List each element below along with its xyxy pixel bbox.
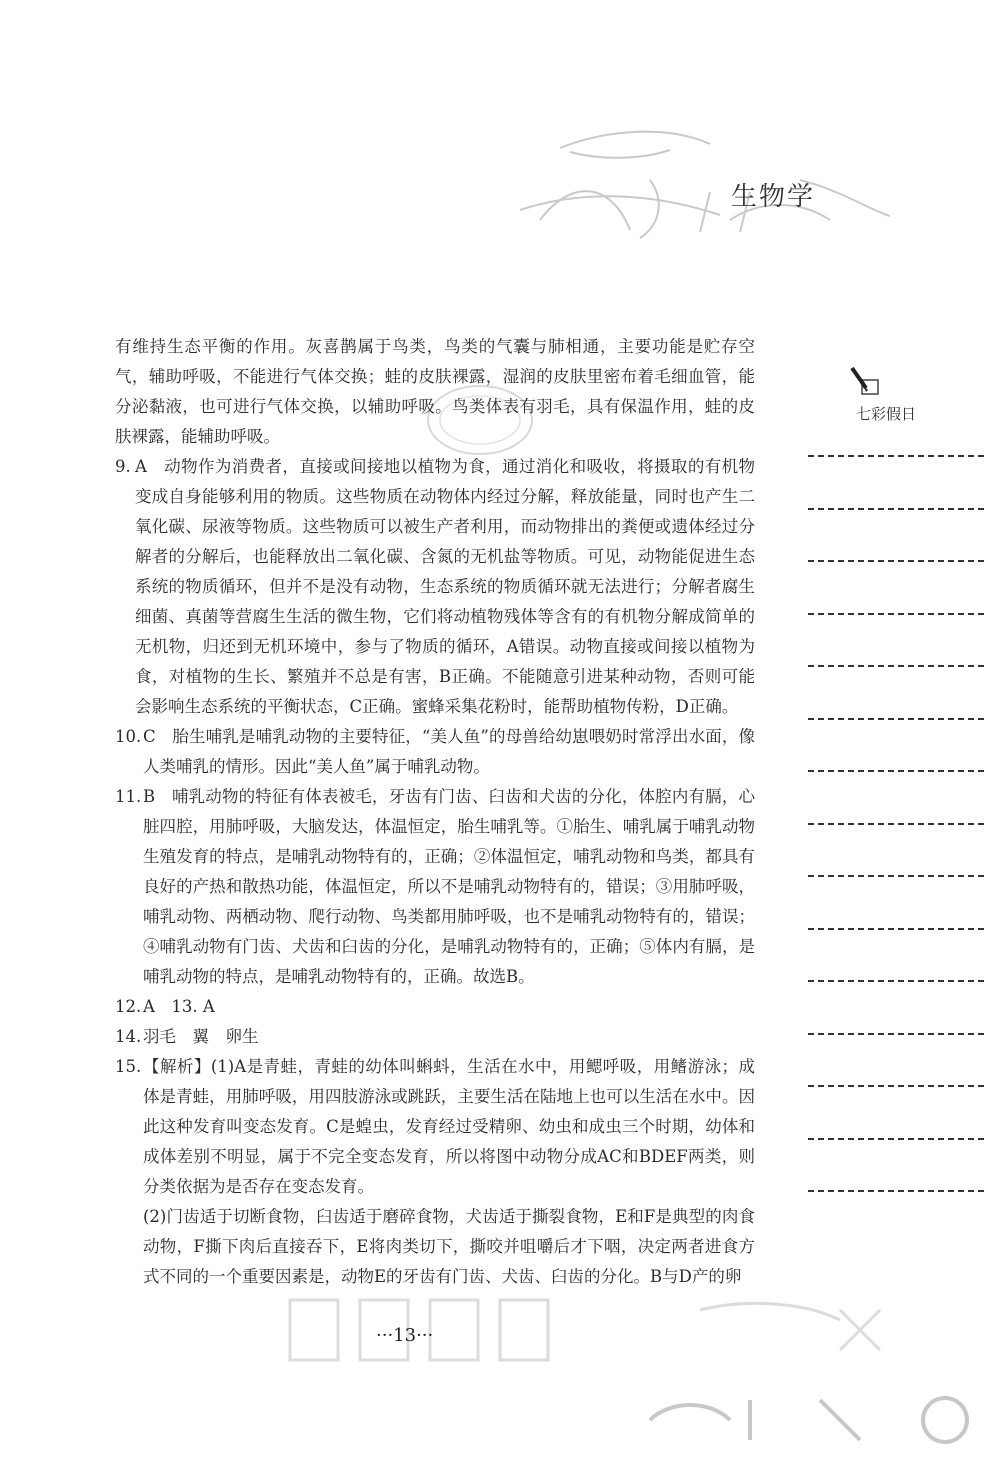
note-line [808, 718, 984, 771]
note-line [808, 875, 984, 928]
bottom-watermark [280, 1290, 980, 1460]
answer-item-12 [115, 992, 755, 1022]
subject-title: 生物学 [731, 182, 816, 212]
note-line [808, 1085, 984, 1138]
item-number: 9. [115, 457, 131, 476]
answer-15-part-2: (2)门齿适于切断食物，臼齿适于磨碎食物，犬齿适于撕裂食物，E和F是典型的肉食动物，F撕下肉后直接吞下，E将肉类切下，撕咬并咀嚼后才下咽，决定两者进食方式不同的一个重要因素是，动物E的牙齿有门齿、犬齿、臼齿的分化。B与D产的卵 [143, 1207, 755, 1286]
item-number: 12. [115, 997, 142, 1016]
note-line [808, 1190, 984, 1243]
answer-item-11 [115, 782, 755, 992]
note-line [808, 455, 984, 508]
sidebar-label: 七彩假日 [856, 405, 917, 423]
item-number: 15. [115, 1057, 142, 1076]
note-line [808, 613, 984, 666]
item-text: A 13. A [143, 997, 215, 1016]
item-text: C 胎生哺乳是哺乳动物的主要特征，“美人鱼”的母兽给幼崽喂奶时常浮出水面，像人类哺乳的情形。因此“美人鱼”属于哺乳动物。 [143, 727, 755, 776]
answer-item-10 [115, 722, 755, 782]
item-number: 14. [115, 1027, 142, 1046]
note-line [808, 1138, 984, 1191]
note-line [808, 980, 984, 1033]
answer-item-14 [115, 1022, 755, 1052]
item-text: 【解析】(1)A是青蛙，青蛙的幼体叫蝌蚪，生活在水中，用鳃呼吸，用鳍游泳；成体是青蛙，用肺呼吸，用四肢游泳或跳跃，主要生活在陆地上也可以生活在水中。因此这种发育叫变态发育。C是蝗虫，发育经过受精卵、幼虫和成虫三个时期，幼体和成体差别不明显，属于不完全变态发育，所以将图中动物分成AC和BDEF两类，则分类依据为是否存在变态发育。 [143, 1057, 755, 1196]
note-line [808, 770, 984, 823]
item-number: 10. [115, 727, 142, 746]
note-line [808, 665, 984, 718]
note-line [808, 1033, 984, 1086]
pen-icon [848, 364, 884, 400]
item-number: 11. [115, 787, 142, 806]
item-text: 羽毛 翼 卵生 [143, 1027, 259, 1046]
note-lines [808, 455, 984, 1243]
note-line [808, 560, 984, 613]
item-text: A 动物作为消费者，直接或间接地以植物为食，通过消化和吸收，将摄取的有机物变成自身能够利用的物质。这些物质在动物体内经过分解，释放能量，同时也产生二氧化碳、尿液等物质。这些物质可以被生产者利用，而动物排出的粪便或遗体经过分解者的分解后，也能释放出二氧化碳、含氮的无机盐等物质。可见，动物能促进生态系统的物质循环，但并不是没有动物，生态系统的物质循环就无法进行；分解者腐生细菌、真菌等营腐生生活的微生物，它们将动植物残体等含有的有机物分解成简单的无机物，归还到无机环境中，参与了物质的循环，A错误。动物直接或间接以植物为食，对植物的生长、繁殖并不总是有害，B正确。不能随意引进某种动物，否则可能会影响生态系统的平衡状态，C正确。蜜蜂采集花粉时，能帮助植物传粉，D正确。 [135, 457, 755, 716]
item-text: B 哺乳动物的特征有体表被毛，牙齿有门齿、臼齿和犬齿的分化，体腔内有膈，心脏四腔，用肺呼吸，大脑发达，体温恒定，胎生哺乳等。①胎生、哺乳属于哺乳动物生殖发育的特点，是哺乳动物特有的，正确；②体温恒定，哺乳动物和鸟类，都具有良好的产热和散热功能，体温恒定，所以不是哺乳动物特有的，错误；③用肺呼吸，哺乳动物、两栖动物、爬行动物、鸟类都用肺呼吸，也不是哺乳动物特有的，错误；④哺乳动物有门齿、犬齿和臼齿的分化，是哺乳动物特有的，正确；⑤体内有膈，是哺乳动物的特点，是哺乳动物特有的，正确。故选B。 [143, 787, 755, 986]
intro-paragraph: 有维持生态平衡的作用。灰喜鹊属于鸟类，鸟类的气囊与肺相通，主要功能是贮存空气，辅助呼吸，不能进行气体交换；蛙的皮肤裸露，湿润的皮肤里密布着毛细血管，能分泌黏液，也可进行气体交换，以辅助呼吸。鸟类体表有羽毛，具有保温作用，蛙的皮肤裸露，能辅助呼吸。 [115, 337, 755, 446]
answer-item-9 [115, 452, 755, 722]
page-number: ···13··· [376, 1325, 434, 1346]
header-decoration [500, 120, 900, 260]
note-line [808, 508, 984, 561]
answer-item-15 [115, 1052, 755, 1202]
answer-text [115, 332, 755, 1292]
note-line [808, 823, 984, 876]
note-line [808, 928, 984, 981]
